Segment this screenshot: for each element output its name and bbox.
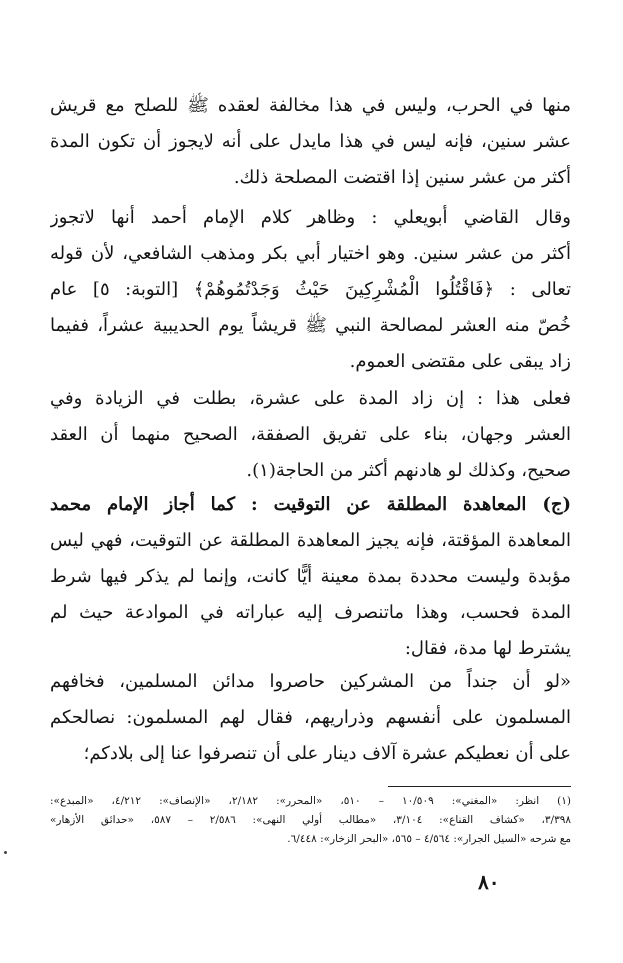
text-line: منها في الحرب، وليس في هذا مخالفة لعقده ﷺ للصلح مع قريش xyxy=(50,95,571,116)
text-line: أكثر من عشر سنين إذا اقتضت المصلحة ذلك. xyxy=(233,167,571,188)
text-line: زاد يبقى على مقتضى العموم. xyxy=(349,351,571,372)
text-line: فعلى هذا : إن زاد المدة على عشرة، بطلت في الزيادة وفي xyxy=(50,388,571,409)
text-line: العشر وجهان، بناء على تفريق الصفقة، الصحيح منهما أن العقد xyxy=(50,424,571,445)
paragraph-2 xyxy=(50,200,571,380)
text-line: المسلمون على أنفسهم وذراريهم، فقال لهم المسلمون: نصالحكم xyxy=(50,707,571,728)
text-line: مؤبدة وليست محددة بمدة معينة أيًّا كانت، وإنما لم يذكر فيها شرط xyxy=(50,566,571,587)
footnote-separator xyxy=(388,786,571,787)
footnote-line: (١) انظر: «المغني»: ١٠/٥٠٩ – ٥١٠، «المحرر»: ٢/١٨٢، «الإنصاف»: ٤/٢١٢، «المبدع»: xyxy=(50,795,571,807)
text-line: المعاهدة المؤقتة، فإنه يجيز المعاهدة المطلقة عن التوقيت، فهي ليس xyxy=(50,530,571,551)
text-line: أكثر من عشر سنين. وهو اختيار أبي بكر ومذهب الشافعي، لأن قوله xyxy=(50,243,571,264)
page-number: ٨٠ xyxy=(478,870,500,894)
paragraph-4 xyxy=(50,487,571,667)
text-line: صحيح، وكذلك لو هادنهم أكثر من الحاجة(١). xyxy=(246,460,571,481)
footnote-line: مع شرحه «السيل الجرار»: ٤/٥٦٤ – ٥٦٥، «البحر الزخار»: ٦/٤٤٨. xyxy=(287,833,571,845)
section-heading-line: (ج) المعاهدة المطلقة عن التوقيت : كما أجاز الإمام محمد xyxy=(50,494,571,515)
quran-verse-line: تعالى : ﴿فَاقْتُلُوا الْمُشْرِكِينَ حَيْثُ وَجَدْتُمُوهُمْ﴾ [التوبة: ٥] عام xyxy=(50,279,571,300)
text-line: يشترط لها مدة، فقال: xyxy=(404,638,571,659)
text-line: وقال القاضي أبويعلي : وظاهر كلام الإمام أحمد أنها لاتجوز xyxy=(50,207,571,228)
text-line: «لو أن جنداً من المشركين حاصروا مدائن المسلمين، فخافهم xyxy=(50,671,571,692)
text-line: المدة فحسب، وهذا ماتنصرف إليه عباراته في الموادعة حيث لم xyxy=(50,602,571,623)
text-line: خُصّ منه العشر لمصالحة النبي ﷺ قريشاً يوم الحديبية عشراً، ففيما xyxy=(50,315,571,336)
footnote-line: ٣/٣٩٨، «كشاف القناع»: ٣/١٠٤، «مطالب أولي النهى»: ٢/٥٨٦ – ٥٨٧، «حدائق الأزهار» xyxy=(50,814,571,826)
paragraph-5-quote xyxy=(50,664,571,772)
footnote xyxy=(50,792,571,849)
text-line: على أن نعطيكم عشرة آلاف دينار على أن تنصرفوا عنا إلى بلادكم؛ xyxy=(83,743,571,764)
text-line: عشر سنين، فإنه ليس في هذا مايدل على أنه لايجوز أن تكون المدة xyxy=(50,131,571,152)
paragraph-1 xyxy=(50,88,571,196)
paragraph-3 xyxy=(50,381,571,489)
scan-speck xyxy=(4,851,7,854)
